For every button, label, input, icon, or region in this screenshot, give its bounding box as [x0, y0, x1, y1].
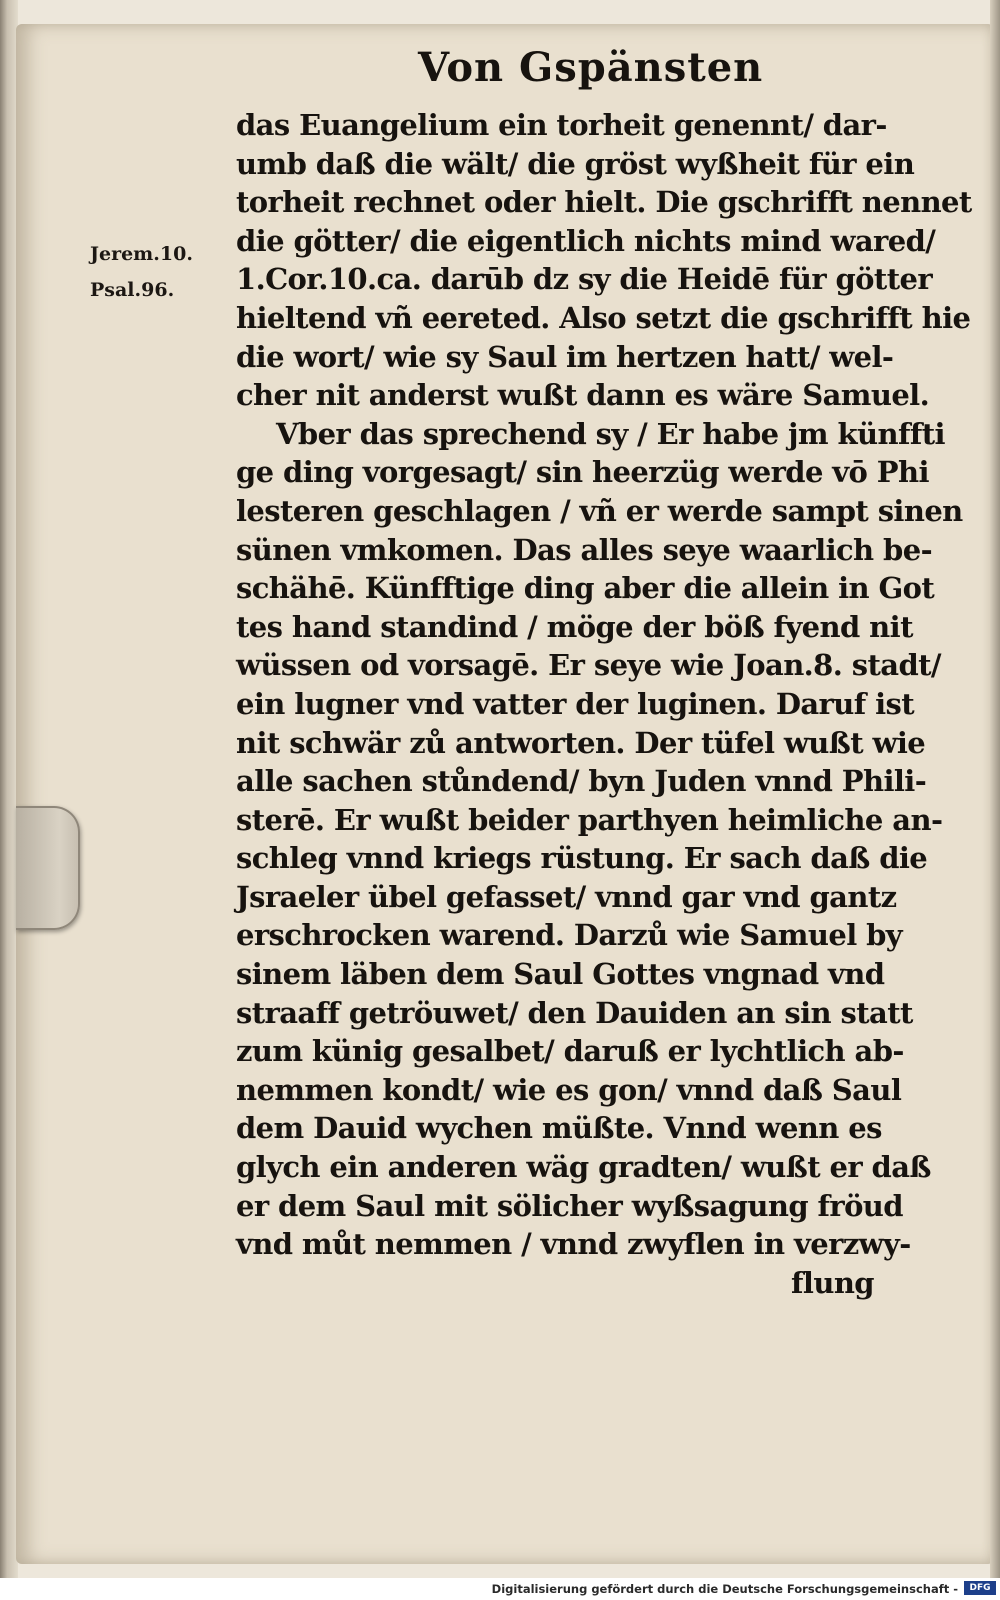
text-line: das Euangelium ein torheit genennt/ dar-: [236, 108, 887, 142]
margin-note: Jerem.10.: [90, 243, 193, 265]
text-line: Jsraeler übel gefasset/ vnnd gar vnd gantz: [236, 879, 897, 914]
text-line: sterē. Er wußt beider parthyen heimliche an-: [236, 802, 943, 837]
text-line: Vber das sprechend sy / Er habe jm künffti: [276, 416, 945, 451]
text-line: lesteren geschlagen / vñ er werde sampt sinen: [236, 493, 963, 528]
catchword: flung: [791, 1265, 874, 1300]
text-line: ge ding vorgesagt/ sin heerzüg werde vō Phi: [236, 455, 929, 490]
text-line: alle sachen stůndend/ byn Juden vnnd Phili-: [236, 764, 927, 799]
funding-credit: Digitalisierung gefördert durch die Deutsche Forschungsgemeinschaft -: [491, 1582, 958, 1596]
text-line: er dem Saul mit sölicher wyßsagung fröud: [236, 1188, 903, 1223]
dfg-logo: DFG: [964, 1581, 996, 1595]
text-line: cher nit anderst wußt dann es wäre Samuel.: [236, 378, 930, 413]
text-line: zum künig gesalbet/ daruß er lychtlich ab-: [236, 1034, 904, 1069]
text-line: schähē. Künfftige ding aber die allein in Got: [236, 571, 935, 606]
text-line: vnd můt nemmen / vnnd zwyflen in verzwy-: [236, 1227, 911, 1262]
text-line: die götter/ die eigentlich nichts mind wared/: [236, 223, 936, 258]
text-line: glych ein anderen wäg gradten/ wußt er daß: [236, 1150, 931, 1185]
text-line: nemmen kondt/ wie es gon/ vnnd daß Saul: [236, 1072, 902, 1107]
text-line: tes hand standind / möge der böß fyend nit: [236, 609, 913, 644]
page-clip: [16, 806, 80, 930]
text-line: ein lugner vnd vatter der luginen. Daruf ist: [236, 686, 915, 721]
footer-bar: [0, 1578, 1000, 1600]
text-line: torheit rechnet oder hielt. Die gschrifft nennet: [236, 185, 972, 220]
text-line: umb daß die wält/ die gröst wyßheit für ein: [236, 146, 915, 181]
text-line: schleg vnnd kriegs rüstung. Er sach daß die: [236, 841, 928, 876]
page-right-edge: [990, 0, 1000, 1578]
text-line: nit schwär zů antworten. Der tüfel wußt wie: [236, 725, 926, 760]
text-line: erschrocken warend. Darzů wie Samuel by: [236, 918, 903, 953]
text-line: straaff getröuwet/ den Dauiden an sin statt: [236, 995, 913, 1030]
text-line: dem Dauid wychen müßte. Vnnd wenn es: [236, 1111, 882, 1146]
body-text: [236, 106, 972, 1302]
text-line: die wort/ wie sy Saul im hertzen hatt/ wel-: [236, 339, 894, 374]
text-line: 1.Cor.10.ca. darūb dz sy die Heidē für götter: [236, 262, 933, 297]
text-line: hieltend vñ eereted. Also setzt die gschrifft hie: [236, 300, 971, 335]
text-line: sinem läben dem Saul Gottes vngnad vnd: [236, 957, 885, 992]
margin-notes: [90, 236, 230, 308]
text-line: sünen vmkomen. Das alles seye waarlich be-: [236, 532, 933, 567]
margin-note: Psal.96.: [90, 279, 175, 301]
text-line: wüssen od vorsagē. Er seye wie Joan.8. stadt/: [236, 648, 941, 683]
page-heading: Von Gspänsten: [418, 44, 764, 91]
